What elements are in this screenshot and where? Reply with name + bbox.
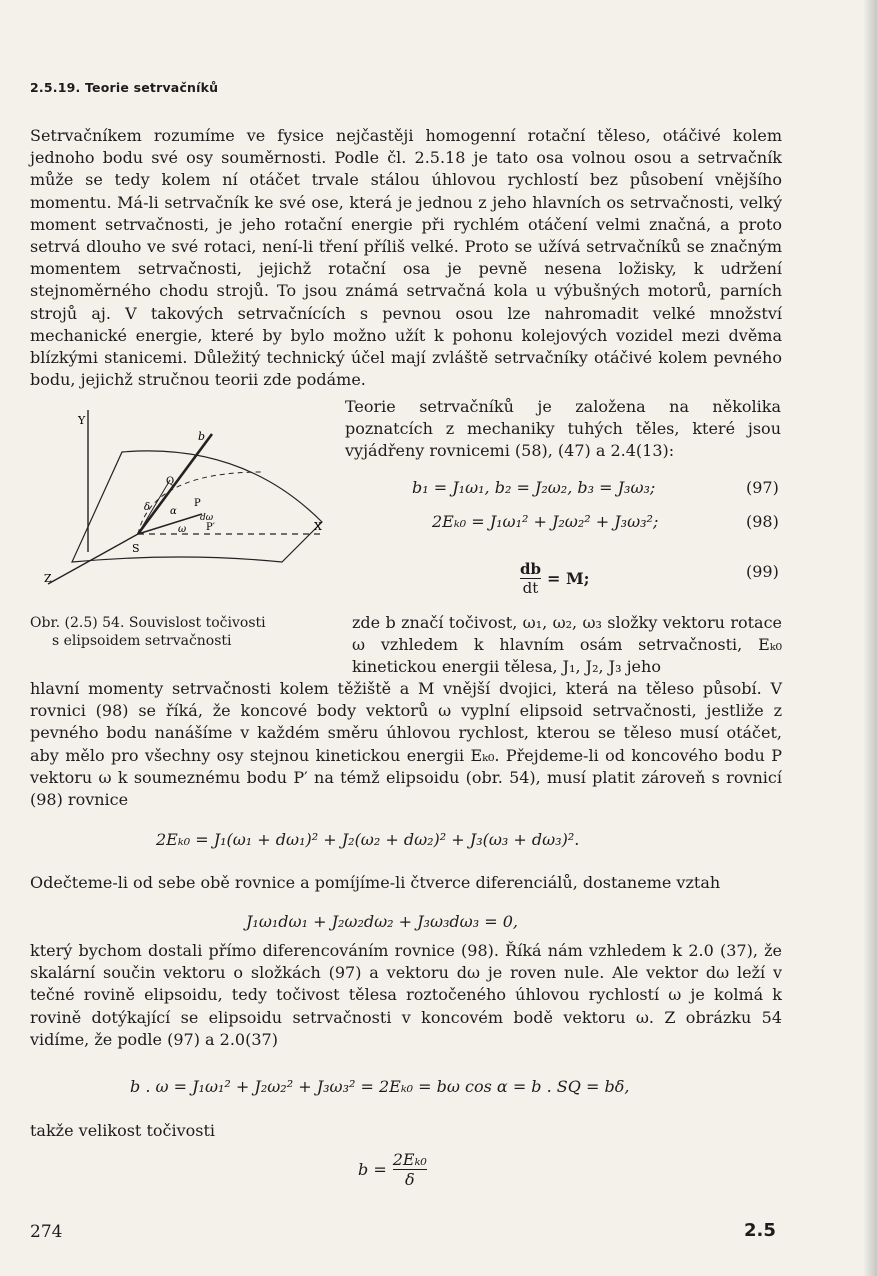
equation-99-fraction [520, 560, 541, 597]
equation-99-numerator: db [520, 560, 541, 578]
equation-97-number: (97) [746, 478, 779, 497]
z-axis [48, 534, 138, 584]
equation-magnitude-fraction [393, 1150, 427, 1189]
fig-label-alpha: α [170, 506, 177, 517]
equation-99-rhs: = M; [546, 569, 590, 588]
figure-caption-line-2: s elipsoidem setrvačnosti [52, 633, 232, 649]
equation-magnitude-numerator: 2Eₖ₀ [392, 1150, 427, 1169]
equation-magnitude-denominator: δ [404, 1170, 415, 1189]
theory-intro-paragraph: Teorie setrvačníků je založena na několika poznatcích z mechaniky tuhých těles, které jsou vyjádřeny rovnicemi (58), (47) a 2.4(13): [345, 397, 781, 461]
flywheel-ellipsoid-figure [42, 402, 338, 602]
equation-99-denominator: dt [522, 579, 539, 597]
equation-differential: J₁ω₁dω₁ + J₂ω₂dω₂ + J₃ω₃dω₃ = 0, [246, 912, 518, 931]
fig-label-p-prime: P′ [206, 522, 215, 533]
subtraction-paragraph: Odečteme-li od sebe obě rovnice a pomíjíme-li čtverce diferenciálů, dostaneme vztah [30, 873, 721, 892]
fig-label-delta: δ [144, 502, 151, 513]
equation-99 [520, 560, 590, 597]
figure-caption-line-1: Obr. (2.5) 54. Souvislost točivosti [30, 615, 266, 631]
page-number: 274 [30, 1222, 63, 1242]
fig-label-p: P [194, 498, 201, 509]
page-edge-shadow [863, 0, 877, 1276]
symbols-paragraph: zde b značí točivost, ω₁, ω₂, ω₃ složky vektoru rotace ω vzhledem k hlavním osám setrvačnosti, Eₖ₀ kinetickou energii tělesa, J₁, J₂, J₃ jeho [352, 613, 782, 677]
fig-label-y: Y [78, 414, 86, 427]
fig-label-b: b [198, 430, 206, 443]
equation-neighbor-point: 2Eₖ₀ = J₁(ω₁ + dω₁)² + J₂(ω₂ + dω₂)² + J₃(ω₃ + dω₃)². [156, 830, 580, 849]
fig-label-x: X [314, 520, 322, 533]
equation-98: 2Eₖ₀ = J₁ω₁² + J₂ω₂² + J₃ω₃²; [432, 512, 659, 531]
fig-label-omega: ω [178, 524, 187, 535]
section-mark: 2.5 [744, 1220, 776, 1241]
fig-label-q: Q [166, 476, 175, 487]
fig-label-domega: dω [200, 513, 214, 523]
equation-magnitude-lhs: b = [358, 1160, 387, 1179]
section-heading: 2.5.19. Teorie setrvačníků [30, 80, 219, 95]
equation-97: b₁ = J₁ω₁, b₂ = J₂ω₂, b₃ = J₃ω₃; [412, 478, 656, 497]
intro-paragraph: Setrvačníkem rozumíme ve fysice nejčastěji homogenní rotační těleso, otáčivé kolem jednoho bodu své osy souměrnosti. Podle čl. 2.5.18 je tato osa volnou osou a setrvačník může se tedy kolem ní otáčet trvale stálou úhlovou rychlostí bez působení vnějšího momentu. Má-li setrvačník ke své ose, která je jednou z jeho hlavních os setrvačnosti, velký moment setrvačnosti, je jeho rotační energie při rychlém otáčení velmi značná, a proto setrvá dlouho ve své rotaci, není-li tření příliš velké. Proto se užívá setrvačníků se značným momentem setrvačnosti, jejichž rotační osa je pevně nesena ložisky, k udržení stejnoměrného chodu strojů. To jsou známá setrvačná kola u výbušných motorů, parních strojů aj. V takových setrvačnících s pevnou osou lze nahromadit velké množství mechanické energie, které by bylo možno užít k pohonu kolejových vozidel mezi dvěma blízkými stanicemi. Důležitý technický účel mají zvláště setrvačníky otáčivé kolem pevného bodu, jejichž stručnou teorii zde podáme. [30, 126, 782, 390]
equation-98-number: (98) [746, 512, 779, 531]
ellipsoid-paragraph: hlavní momenty setrvačnosti kolem těžiště a M vnější dvojici, která na těleso působí. V rovnici (98) se říká, že koncové body vektorů ω vyplní elipsoid setrvačnosti, jestliže z pevného bodu nanášíme v každém směru úhlovou rychlost, kterou se těleso musí otáčet, aby mělo pro všechny osy stejnou kinetickou energii Eₖ₀. Přejdeme-li od koncového bodu P vektoru ω k soumeznému bodu P′ na témž elipsoidu (obr. 54), musí platit zároveň s rovnicí (98) rovnice [30, 679, 782, 810]
equation-scalar-product: b . ω = J₁ω₁² + J₂ω₂² + J₃ω₃² = 2Eₖ₀ = bω cos α = b . SQ = bδ, [130, 1077, 630, 1096]
equation-99-number: (99) [746, 562, 779, 581]
fig-label-z: Z [44, 572, 52, 585]
figure-caption [30, 614, 330, 650]
magnitude-paragraph: takže velikost točivosti [30, 1121, 216, 1140]
tangent-plane-paragraph: který bychom dostali přímo diferencováním rovnice (98). Říká nám vzhledem k 2.0 (37), že skalární součin vektoru o složkách (97) a vektoru dω je roven nule. Ale vektor dω leží v tečné rovině elipsoidu, tedy točivost tělesa roztočeného úhlovou rychlostí ω je kolmá k rovině dotýkající se elipsoidu setrvačnosti v koncovém bodě vektoru ω. Z obrázku 54 vidíme, že podle (97) a 2.0(37) [30, 941, 782, 1049]
fig-label-s: S [132, 542, 140, 555]
equation-magnitude [358, 1150, 427, 1189]
